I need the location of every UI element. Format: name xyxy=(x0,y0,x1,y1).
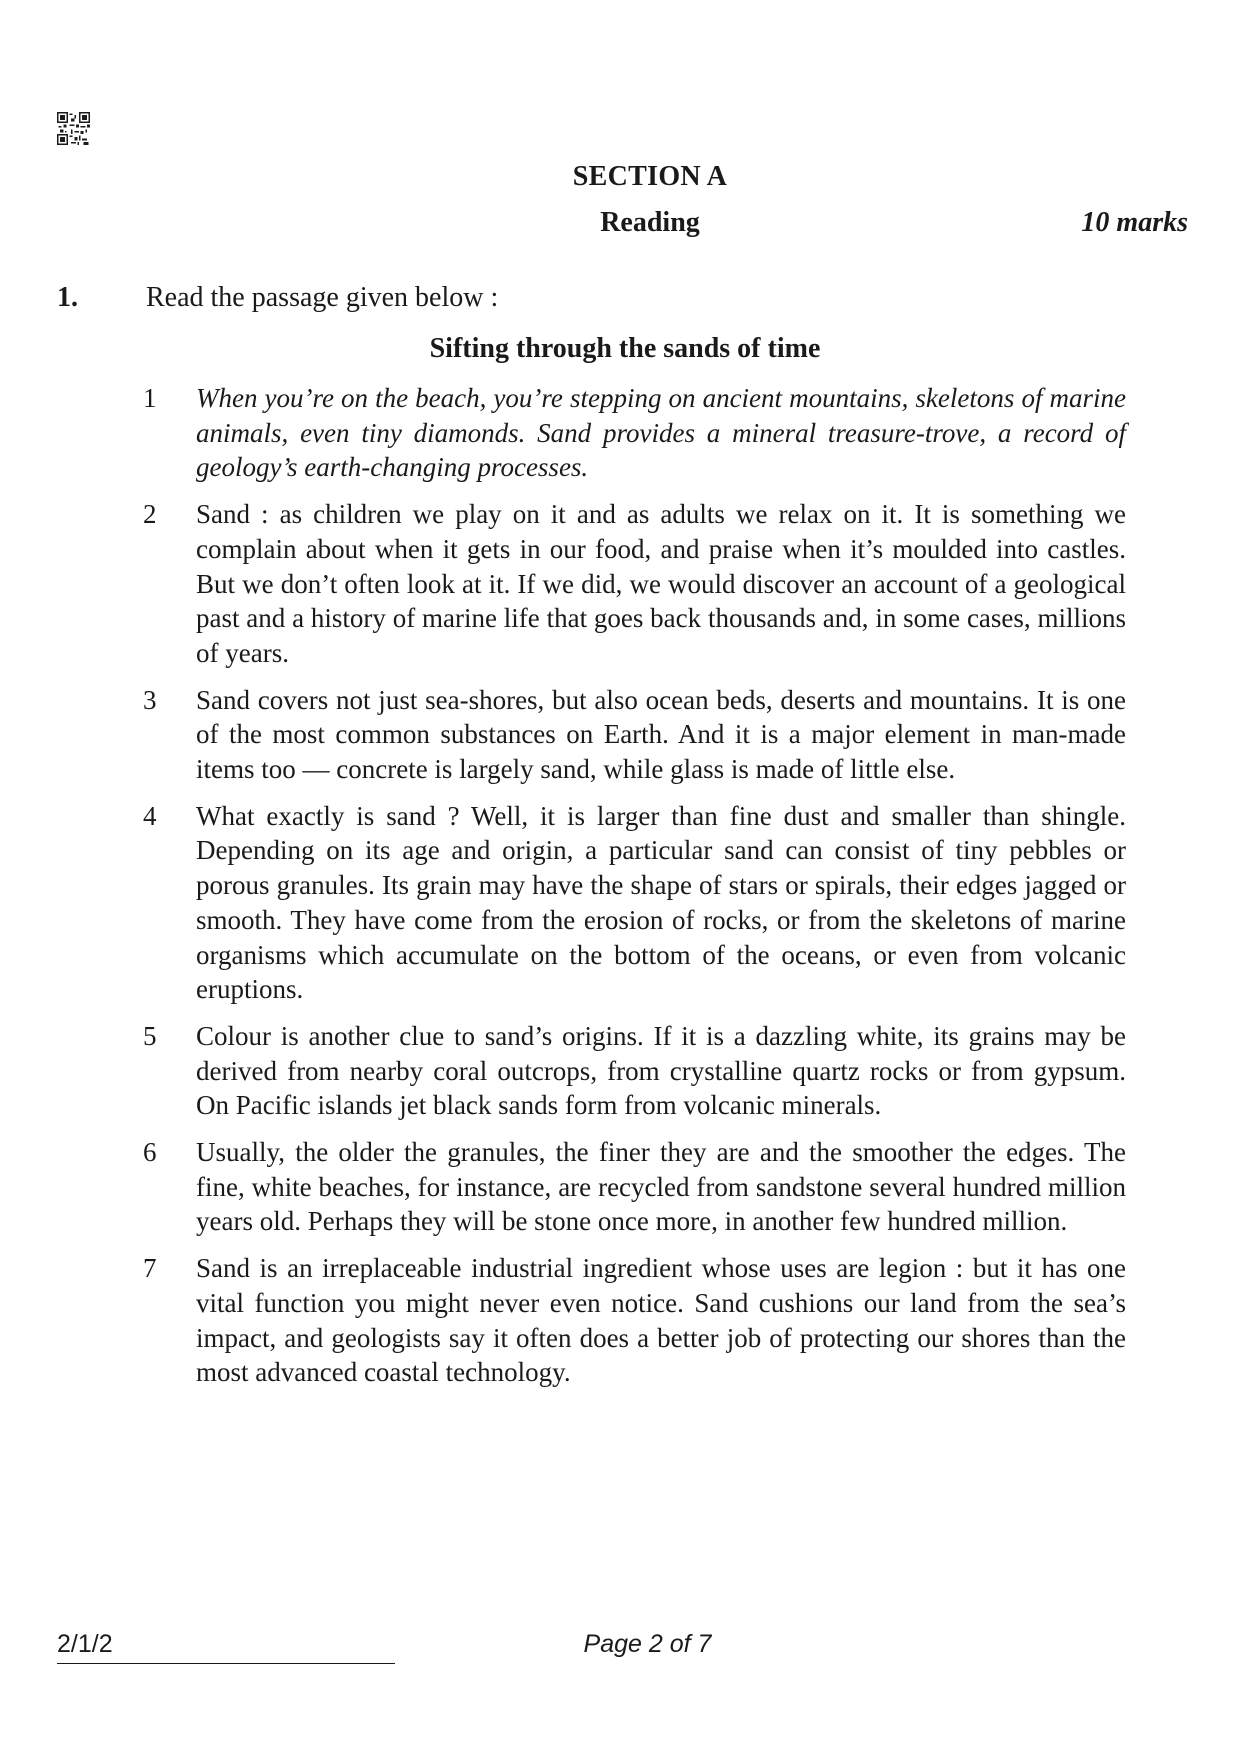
paragraph xyxy=(140,683,1126,787)
question-number: 1. xyxy=(57,282,78,313)
paragraph xyxy=(140,799,1126,1007)
section-title: SECTION A xyxy=(572,161,728,192)
footer-rule xyxy=(57,1663,395,1664)
qr-code-icon xyxy=(57,112,90,145)
section-subtitle: Reading xyxy=(600,207,700,238)
paragraph-text: Usually, the older the granules, the finer they are and the smoother the edges. The fine, white beaches, for instance, are recycled from sandstone several hundred million years old. Perhaps they will be stone once more, in another few hundred million. xyxy=(196,1137,1126,1237)
marks-label: 10 marks xyxy=(1081,207,1188,238)
passage-body xyxy=(140,381,1126,1402)
paragraph xyxy=(140,381,1126,485)
paragraph xyxy=(140,1135,1126,1239)
paragraph-number: 4 xyxy=(143,800,157,831)
passage-title: Sifting through the sands of time xyxy=(429,333,821,364)
paragraph-text: What exactly is sand ? Well, it is larger than fine dust and smaller than shingle. Depending on its age and origin, a particular sand can consist of tiny pebbles or porous granules. Its grain may have the shape of stars or spirals, their edges jagged or smooth. They have come from the erosion of rocks, or from the skeletons of marine organisms which accumulate on the bottom of the oceans, or even from volcanic eruptions. xyxy=(196,800,1126,1005)
paragraph-text: Sand is an irreplaceable industrial ingredient whose uses are legion : but it has one vital function you might never even notice. Sand cushions our land from the sea’s impact, and geologists say it often does a better job of protecting our shores than the most advanced coastal technology. xyxy=(196,1253,1126,1388)
paragraph-number: 1 xyxy=(143,383,157,413)
page-number: Page 2 of 7 xyxy=(583,1630,712,1658)
paragraph-text: Sand : as children we play on it and as adults we relax on it. It is something we complain about when it gets in our food, and praise when it’s moulded into castles. But we don’t often look at it. If we did, we would discover an account of a geological past and a history of marine life that goes back thousands and, in some cases, millions of years. xyxy=(196,499,1126,668)
paragraph-number: 5 xyxy=(143,1020,157,1051)
paragraph xyxy=(140,1019,1126,1123)
paragraph-number: 6 xyxy=(143,1137,157,1168)
paper-code: 2/1/2 xyxy=(57,1630,113,1658)
paragraph-number: 7 xyxy=(143,1253,157,1284)
paragraph-text: Colour is another clue to sand’s origins. If it is a dazzling white, its grains may be derived from nearby coral outcrops, from crystalline quartz rocks or from gypsum. On Pacific islands jet black sands form from volcanic minerals. xyxy=(196,1020,1126,1121)
paragraph xyxy=(140,497,1126,671)
question-instruction: Read the passage given below : xyxy=(146,282,499,313)
paragraph-number: 2 xyxy=(143,499,157,530)
paragraph-text: When you’re on the beach, you’re stepping on ancient mountains, skeletons of marine animals, even tiny diamonds. Sand provides a mineral treasure-trove, a record of geology’s earth-changing processes. xyxy=(196,383,1126,483)
paragraph-number: 3 xyxy=(143,684,157,715)
paragraph-text: Sand covers not just sea-shores, but also ocean beds, deserts and mountains. It is one of the most common substances on Earth. And it is a major element in man-made items too — concrete is largely sand, while glass is made of little else. xyxy=(196,684,1126,785)
paragraph xyxy=(140,1251,1126,1390)
